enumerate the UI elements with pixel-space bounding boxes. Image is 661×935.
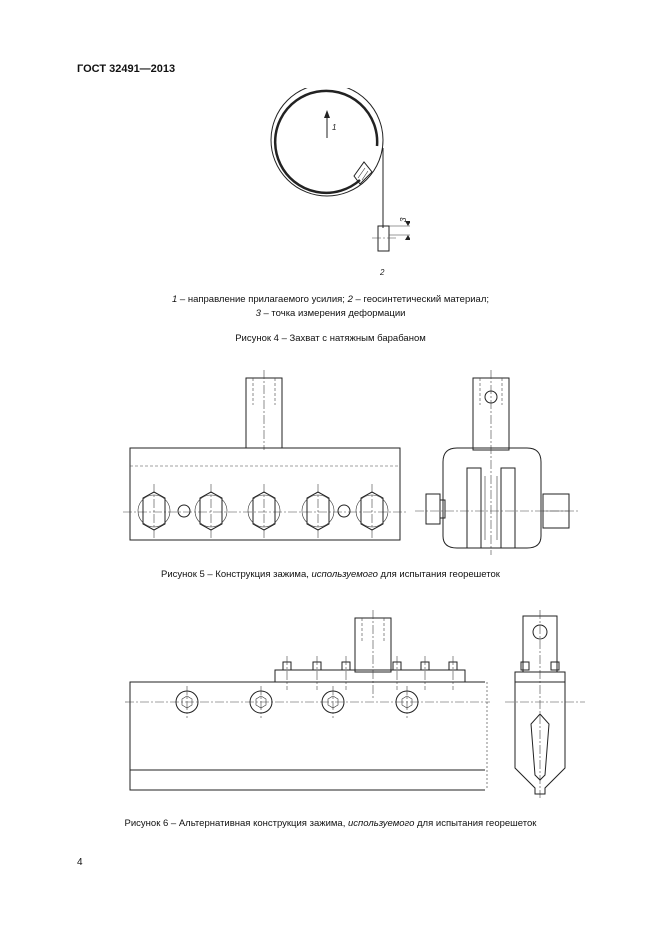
text-run: 2 bbox=[347, 294, 353, 305]
clamp-wedge bbox=[354, 162, 372, 184]
measure-block bbox=[378, 226, 389, 251]
hex-bolt bbox=[302, 484, 334, 540]
figure-6-front-view bbox=[125, 610, 490, 800]
label-3: 3 bbox=[399, 217, 408, 222]
text-run: – направление прилагаемого усилия; bbox=[177, 294, 348, 305]
pin-hole bbox=[178, 505, 190, 517]
label-1: 1 bbox=[332, 123, 337, 132]
legend-line-2 bbox=[100, 307, 561, 321]
small-bolts bbox=[283, 656, 457, 690]
side-body bbox=[443, 448, 541, 548]
figure-4-legend bbox=[100, 293, 561, 321]
drum-outer bbox=[271, 88, 383, 196]
hex-bolt bbox=[356, 484, 388, 540]
text-run: используемого bbox=[311, 569, 378, 580]
figure-5-side-view bbox=[415, 370, 580, 560]
text-run: для испытания георешеток bbox=[377, 569, 500, 580]
side-nut-left bbox=[426, 494, 440, 524]
text-run: – точка измерения деформации bbox=[260, 308, 406, 319]
force-arrow-head bbox=[324, 110, 330, 118]
text-run: – геосинтетический материал; bbox=[352, 294, 490, 305]
text-run: 1 bbox=[171, 294, 178, 305]
hex-bolt bbox=[195, 484, 227, 540]
clamp-body bbox=[130, 448, 400, 540]
page-number: 4 bbox=[77, 857, 83, 868]
legend-line-1 bbox=[100, 293, 561, 307]
socket-bolt bbox=[176, 686, 198, 718]
drum-inner-band bbox=[275, 91, 377, 193]
label-2: 2 bbox=[380, 268, 385, 277]
hex-bolt bbox=[138, 484, 170, 540]
text-run: для испытания георешеток bbox=[414, 818, 537, 829]
figure-5-front-view bbox=[118, 370, 418, 560]
text-run: Рисунок 6 – Альтернативная конструкция зажима, bbox=[124, 818, 348, 829]
hex-bolt bbox=[248, 484, 280, 540]
figure-5-caption bbox=[40, 569, 621, 580]
figure-6-caption bbox=[40, 818, 621, 829]
pin-hole bbox=[338, 505, 350, 517]
figure-4-drum-grip bbox=[260, 88, 410, 283]
text-run: Рисунок 5 – Конструкция зажима, bbox=[161, 569, 312, 580]
document-header: ГОСТ 32491—2013 bbox=[77, 63, 176, 75]
figure-4-caption: Рисунок 4 – Захват с натяжным барабаном bbox=[235, 333, 426, 344]
figure-6-side-view bbox=[505, 610, 585, 800]
text-run: используемого bbox=[348, 818, 415, 829]
text-run: 3 bbox=[255, 308, 261, 319]
